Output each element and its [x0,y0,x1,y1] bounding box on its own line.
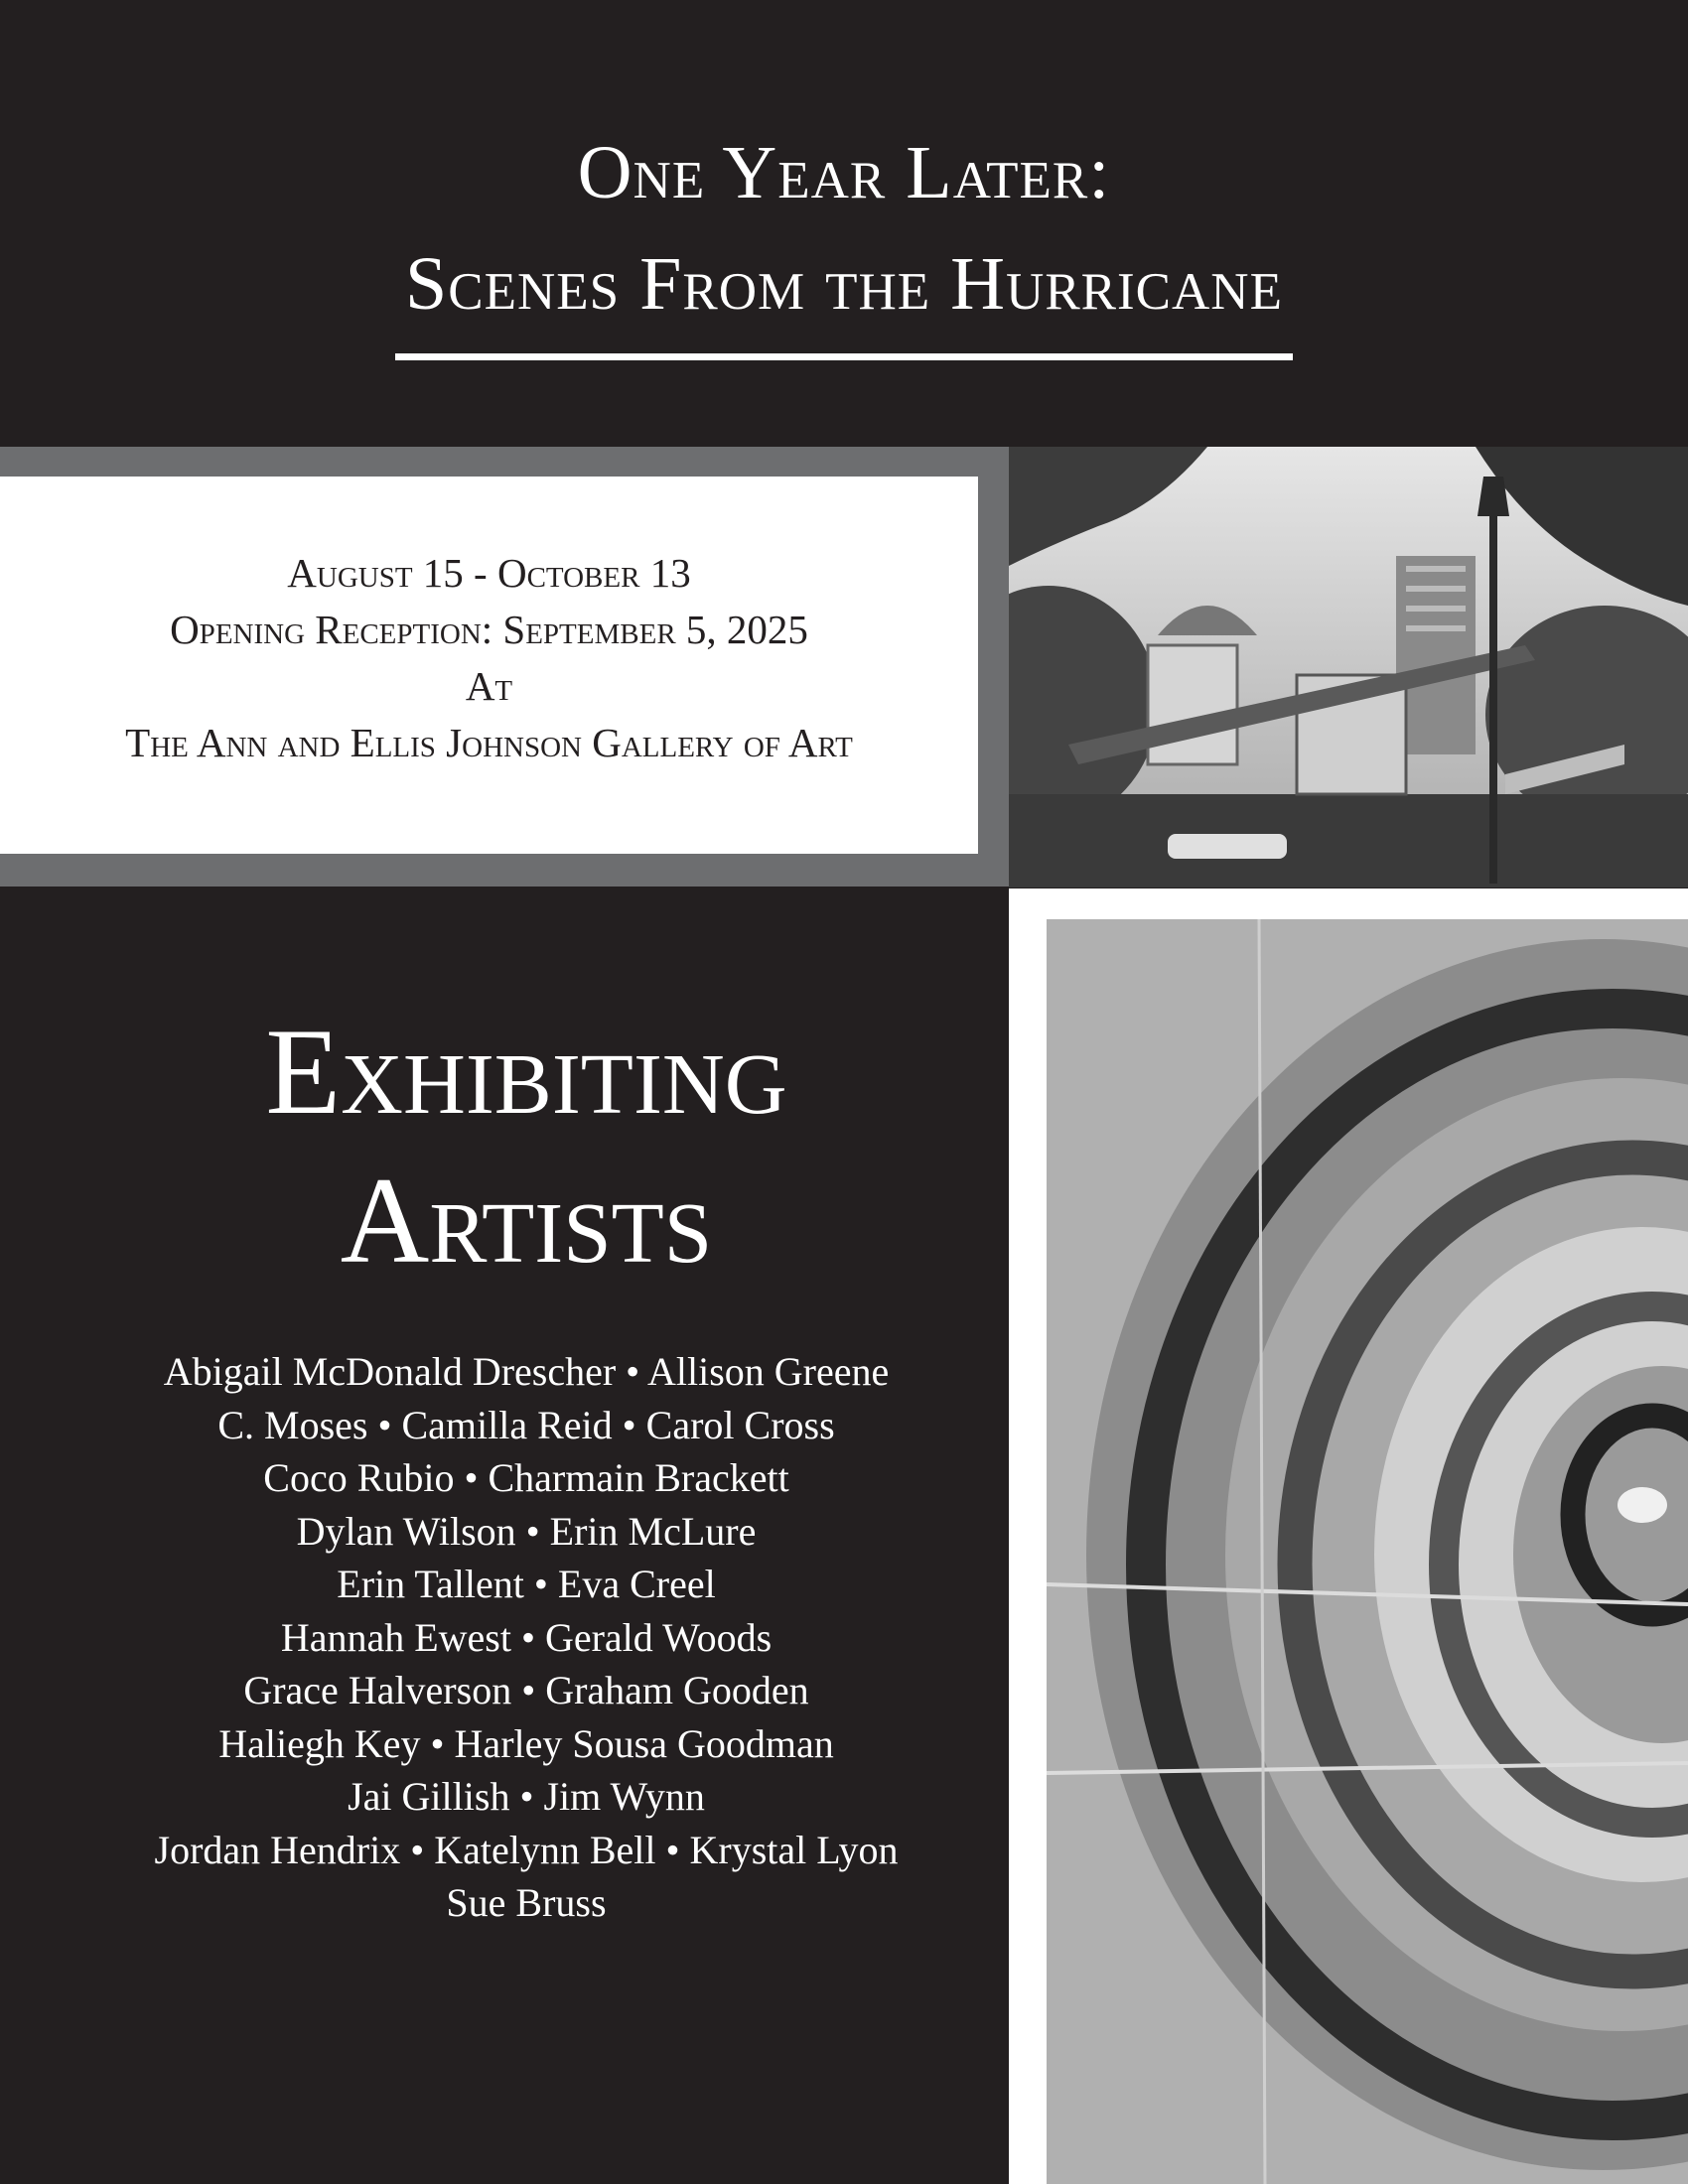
artist-line: Jai Gillish • Jim Wynn [348,1774,705,1819]
exhibiting-artists-heading [0,998,1053,1296]
artist-line: Erin Tallent • Eva Creel [337,1562,716,1606]
artist-line: Abigail McDonald Drescher • Allison Greene [163,1349,890,1394]
artist-line: Sue Bruss [446,1880,607,1925]
artist-line: C. Moses • Camilla Reid • Carol Cross [217,1402,835,1447]
title-line-2: Scenes From the Hurricane [405,242,1283,326]
artist-list [0,1345,1053,1930]
artist-line: Jordan Hendrix • Katelynn Bell • Krystal Lyon [154,1827,899,1872]
opening-reception: Opening Reception: September 5, 2025 [170,607,808,652]
heading-line-2: Artists [340,1153,713,1289]
artist-line: Grace Halverson • Graham Gooden [243,1668,809,1712]
artist-line: Coco Rubio • Charmain Brackett [263,1455,789,1500]
hurricane-radar-image [1047,919,1688,2184]
heading-line-1: Exhibiting [265,1004,787,1140]
event-dates: August 15 - October 13 [287,550,691,596]
artist-line: Dylan Wilson • Erin McLure [296,1508,757,1554]
playground-photo [1009,447,1688,887]
title-divider [395,353,1293,360]
event-at: At [465,663,513,709]
event-venue: The Ann and Ellis Johnson Gallery of Art [125,720,853,765]
artist-line: Haliegh Key • Harley Sousa Goodman [218,1720,834,1766]
event-info-box [0,477,978,854]
title-line-1: One Year Later: [577,131,1111,214]
artist-line: Hannah Ewest • Gerald Woods [280,1614,773,1660]
exhibition-title [0,117,1688,340]
